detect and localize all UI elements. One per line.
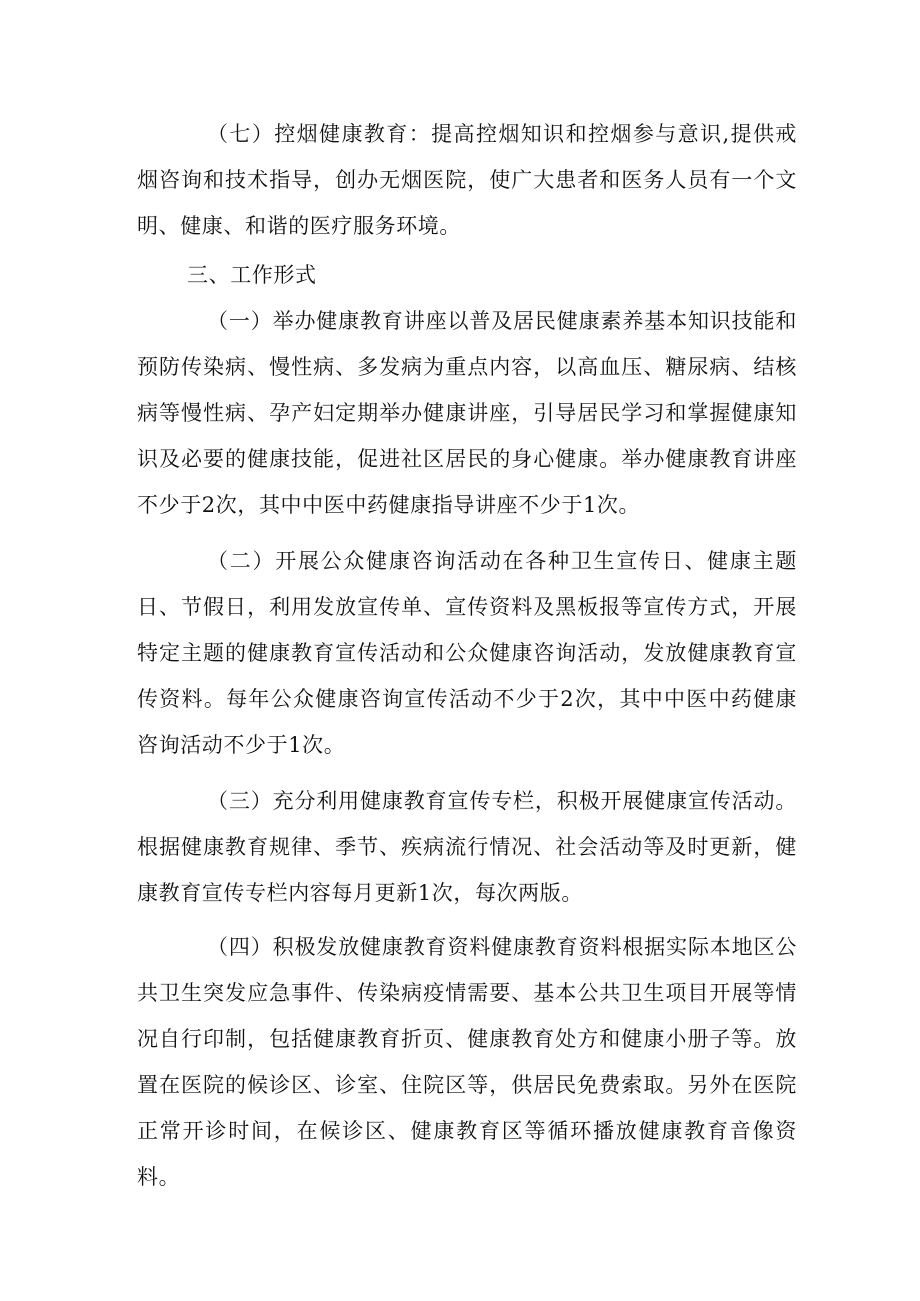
paragraph-education-materials: （四）积极发放健康教育资料健康教育资料根据实际本地区公共卫生突发应急事件、传染病疫情需要、基本公共卫生项目开展等情况自行印制，包括健康教育折页、健康教育处方和健康小册子等。放置在医院的候诊区、诊室、住院区等，供居民免费索取。另外在医院正常开诊时间，在候诊区、健康教育区等循环播放健康教育音像资料。 xyxy=(137,935,797,1189)
paragraph-publicity-column: （三）充分利用健康教育宣传专栏，积极开展健康宣传活动。根据健康教育规律、季节、疾病流行情况、社会活动等及时更新，健康教育宣传专栏内容每月更新1次，每次两版。 xyxy=(137,789,797,905)
paragraph-tobacco-control-education: （七）控烟健康教育：提高控烟知识和控烟参与意识,提供戒烟咨询和技术指导，创办无烟医院，使广大患者和医务人员有一个文明、健康、和谐的医疗服务环境。 xyxy=(137,122,797,238)
paragraph-public-consultation: （二）开展公众健康咨询活动在各种卫生宣传日、健康主题日、节假日，利用发放宣传单、宣传资料及黑板报等宣传方式，开展特定主题的健康教育宣传活动和公众健康咨询活动，发放健康教育宣传资料。每年公众健康咨询宣传活动不少于2次，其中中医中药健康咨询活动不少于1次。 xyxy=(137,549,797,757)
paragraph-health-lectures: （一）举办健康教育讲座以普及居民健康素养基本知识技能和预防传染病、慢性病、多发病为重点内容，以高血压、糖尿病、结核病等慢性病、孕产妇定期举办健康讲座，引导居民学习和掌握健康知识及必要的健康技能，促进社区居民的身心健康。举办健康教育讲座不少于2次，其中中医中药健康指导讲座不少于1次。 xyxy=(137,309,797,517)
section-heading-work-forms: 三、工作形式 xyxy=(187,263,317,287)
